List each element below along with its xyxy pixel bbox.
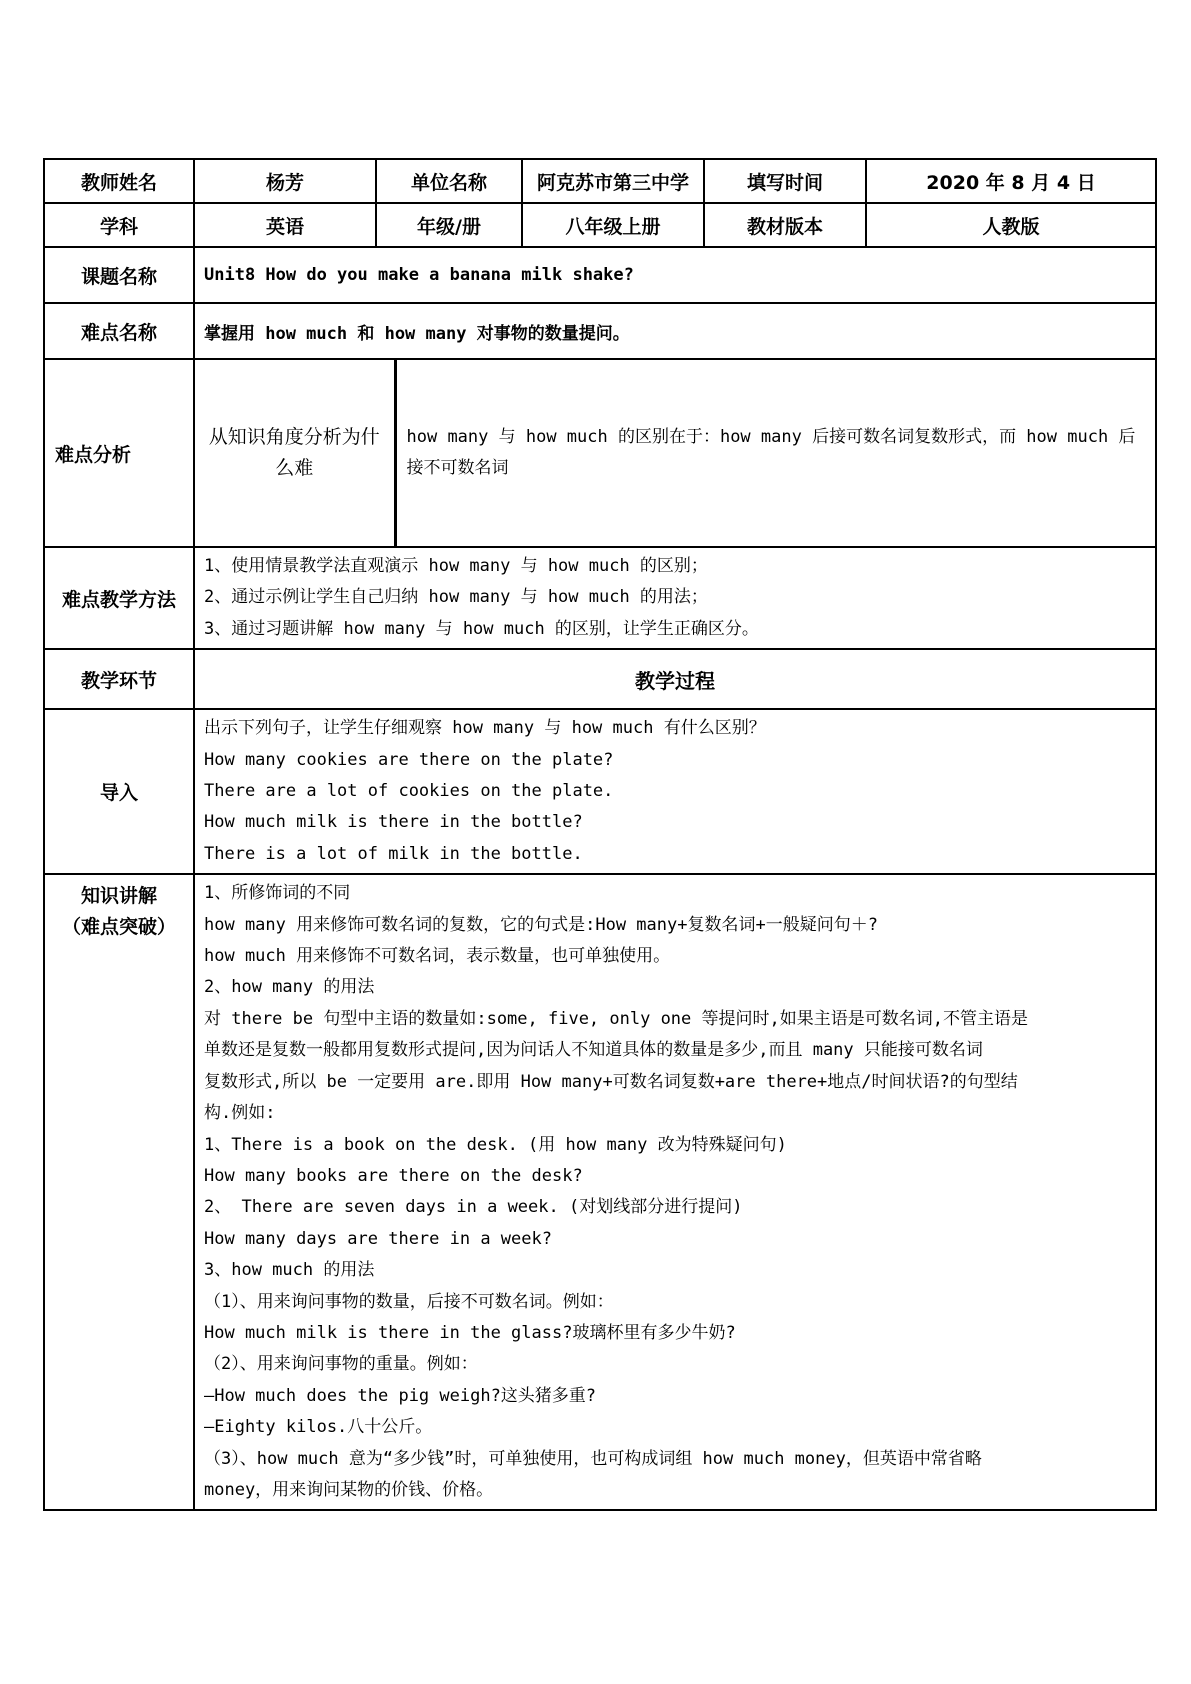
knowledge-line: money，用来询问某物的价钱、价格。: [204, 1479, 494, 1500]
unit-name: 阿克苏市第三中学: [522, 159, 704, 203]
knowledge-label-line2: （难点突破）: [61, 916, 176, 939]
process-header-row: [44, 649, 1156, 709]
teacher-label: 教师姓名: [44, 159, 194, 203]
stage-label: 教学环节: [44, 649, 194, 709]
knowledge-line: 2、 There are seven days in a week. (对划线部分进行提问): [204, 1197, 743, 1218]
process-label: 教学过程: [194, 649, 1156, 709]
unit-label: 单位名称: [376, 159, 522, 203]
knowledge-content: [194, 874, 1156, 1510]
teacher-name: 杨芳: [194, 159, 376, 203]
knowledge-line: 复数形式,所以 be 一定要用 are.即用 How many+可数名词复数+are there+地点/时间状语?的句型结: [204, 1071, 1018, 1092]
grade-value: 八年级上册: [522, 203, 704, 247]
difficulty-label: 难点名称: [44, 303, 194, 359]
subject-label: 学科: [44, 203, 194, 247]
knowledge-line: How many books are there on the desk?: [204, 1165, 583, 1186]
edition-label: 教材版本: [704, 203, 866, 247]
knowledge-line: —Eighty kilos.八十公斤。: [204, 1417, 433, 1438]
lesson-plan-sheet: [43, 158, 1155, 1511]
knowledge-line: 1、There is a book on the desk. (用 how many 改为特殊疑问句): [204, 1134, 787, 1155]
intro-line: There is a lot of milk in the bottle.: [204, 843, 583, 864]
knowledge-line: 单数还是复数一般都用复数形式提问,因为问话人不知道具体的数量是多少,而且 many 只能接可数名词: [204, 1040, 983, 1061]
knowledge-line: 2、how many 的用法: [204, 977, 375, 998]
knowledge-line: （3）、how much 意为“多少钱”时，可单独使用，也可构成词组 how much money，但英语中常省略: [204, 1448, 982, 1469]
topic-value: Unit8 How do you make a banana milk shake?: [194, 247, 1156, 303]
analysis-sub-label: 从知识角度分析为什么难: [195, 360, 395, 546]
difficulty-value: 掌握用 how much 和 how many 对事物的数量提问。: [194, 303, 1156, 359]
date-label: 填写时间: [704, 159, 866, 203]
knowledge-line: how many 用来修饰可数名词的复数，它的句式是:How many+复数名词+一般疑问句＋?: [204, 914, 878, 935]
subject-value: 英语: [194, 203, 376, 247]
method-line: 1、使用情景教学法直观演示 how many 与 how much 的区别；: [204, 556, 708, 576]
intro-line: There are a lot of cookies on the plate.: [204, 781, 614, 802]
edition-value: 人教版: [866, 203, 1156, 247]
analysis-row: [44, 359, 1156, 547]
knowledge-label-line1: 知识讲解: [80, 885, 157, 908]
topic-label: 课题名称: [44, 247, 194, 303]
knowledge-line: 3、how much 的用法: [204, 1260, 375, 1281]
intro-line: 出示下列句子，让学生仔细观察 how many 与 how much 有什么区别？: [204, 718, 766, 739]
info-row-2: [44, 203, 1156, 247]
knowledge-line: how much 用来修饰不可数名词，表示数量，也可单独使用。: [204, 946, 671, 967]
grade-label: 年级/册: [376, 203, 522, 247]
method-line: 2、通过示例让学生自己归纳 how many 与 how much 的用法；: [204, 587, 708, 608]
intro-line: How much milk is there in the bottle?: [204, 812, 583, 833]
intro-content: [194, 709, 1156, 874]
knowledge-line: （2）、用来询问事物的重量。例如：: [204, 1354, 478, 1375]
knowledge-line: 1、所修饰词的不同: [204, 883, 351, 904]
method-content: [194, 547, 1156, 649]
intro-row: [44, 709, 1156, 874]
knowledge-label: [44, 874, 194, 1510]
knowledge-row: [44, 874, 1156, 1510]
difficulty-row: [44, 303, 1156, 359]
info-row-1: [44, 159, 1156, 203]
intro-label: 导入: [44, 709, 194, 874]
lesson-plan-table: [43, 158, 1157, 1511]
knowledge-line: How many days are there in a week?: [204, 1228, 552, 1249]
method-label: 难点教学方法: [44, 547, 194, 649]
analysis-content: how many 与 how much 的区别在于：how many 后接可数名词复数形式，而 how much 后接不可数名词: [406, 427, 1136, 478]
knowledge-line: 构.例如:: [204, 1103, 276, 1124]
knowledge-line: 对 there be 句型中主语的数量如:some, five, only one 等提问时,如果主语是可数名词,不管主语是: [204, 1008, 1028, 1029]
analysis-inner-table: [195, 360, 1155, 546]
knowledge-line: How much milk is there in the glass?玻璃杯里有多少牛奶?: [204, 1322, 736, 1343]
method-row: [44, 547, 1156, 649]
knowledge-line: （1）、用来询问事物的数量，后接不可数名词。例如：: [204, 1291, 614, 1312]
knowledge-line: —How much does the pig weigh?这头猪多重?: [204, 1385, 597, 1406]
date-value: 2020 年 8 月 4 日: [866, 159, 1156, 203]
topic-row: [44, 247, 1156, 303]
intro-line: How many cookies are there on the plate?: [204, 749, 614, 770]
method-line: 3、通过习题讲解 how many 与 how much 的区别，让学生正确区分。: [204, 618, 759, 639]
analysis-label: 难点分析: [44, 359, 194, 547]
